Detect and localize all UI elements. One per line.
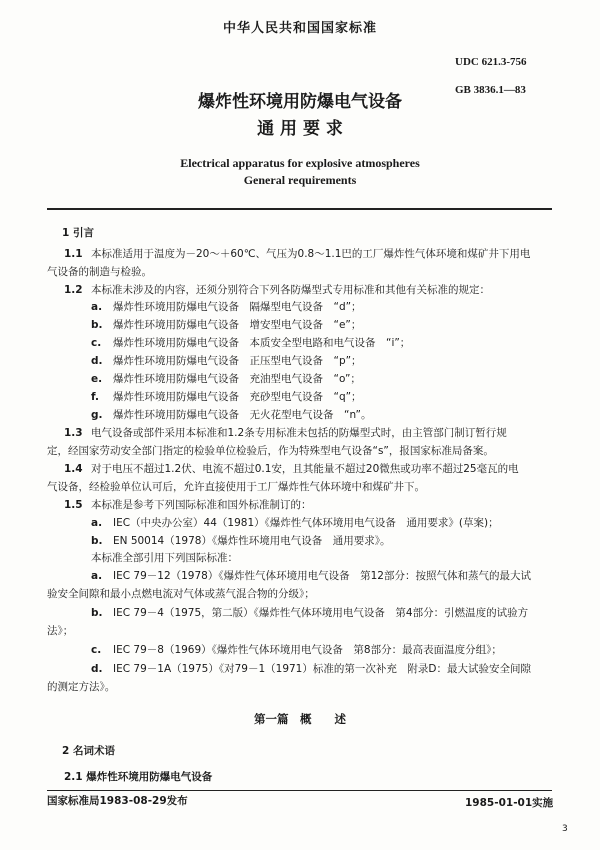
list-item-text: 爆炸性环境用防爆电气设备 增安型电气设备 “e”； <box>113 319 362 331</box>
reference-text: IEC（中央办公室）44（1981）《爆炸性气体环境用电气设备 通用要求》(草案)； <box>113 517 499 529</box>
list-letter: e. <box>91 373 103 385</box>
clause-text: 对于电压不超过1.2伏、电流不超过0.1安，且其能量不超过20微焦或功率不超过25毫瓦的电 <box>91 463 519 475</box>
citation-text: IEC 79－8（1969）《爆炸性气体环境用电气设备 第8部分：最高表面温度分组》； <box>113 644 502 656</box>
list-letter: b. <box>91 535 103 547</box>
page-number: 3 <box>562 824 568 834</box>
clause-text: 本标准未涉及的内容，还须分别符合下列各防爆型式专用标准和其他有关标准的规定： <box>91 284 490 296</box>
clause-text: 定，经国家劳动安全部门指定的检验单位检验后，作为特殊型电气设备“s”，报国家标准局备案。 <box>47 445 494 457</box>
clause-number: 1.1 <box>64 248 83 260</box>
clause-2-1-heading: 2.1 爆炸性环境用防爆电气设备 <box>64 771 213 783</box>
citation-text: IEC 79－1A（1975）《对79－1（1971）标准的第一次补充 附录D：最大试验安全间隙 <box>113 663 531 675</box>
list-item <box>91 354 362 368</box>
clause-text: 气设备，经检验单位认可后，允许直接使用于工厂爆炸性气体环境中和煤矿井下。 <box>47 481 425 493</box>
list-letter: a. <box>91 570 103 582</box>
citation-text: IEC 79－4（1975，第二版）《爆炸性气体环境用电气设备 第4部分：引燃温度的试验方 <box>113 607 529 619</box>
reference-text: EN 50014（1978）《爆炸性环境用电气设备 通用要求》。 <box>113 535 391 547</box>
list-letter: g. <box>91 409 103 421</box>
list-letter: b. <box>91 607 103 619</box>
list-letter: a. <box>91 301 103 313</box>
section-1-heading: 1 引言 <box>62 227 94 239</box>
list-item-text: 爆炸性环境用防爆电气设备 无火花型电气设备 “n”。 <box>113 409 372 421</box>
clause-number: 1.5 <box>64 499 83 511</box>
english-subtitle: General requirements <box>243 173 357 187</box>
list-item-text: 爆炸性环境用防爆电气设备 隔爆型电气设备 “d”； <box>113 301 362 313</box>
list-item <box>91 390 362 404</box>
list-item <box>91 372 361 386</box>
list-letter: d. <box>91 355 103 367</box>
list-item <box>91 336 410 350</box>
citation-text: 验安全间隙和最小点燃电流对气体或蒸气混合物的分级》； <box>47 588 315 600</box>
effective-date: 1985-01-01实施 <box>465 797 554 809</box>
list-letter: c. <box>91 644 102 656</box>
citation-intro: 本标准全部引用下列国际标准： <box>91 552 238 564</box>
national-standard-label: 中华人民共和国国家标准 <box>222 21 377 36</box>
clause-text: 气设备的制造与检验。 <box>47 266 152 278</box>
document-title: 爆炸性环境用防爆电气设备 <box>198 92 402 112</box>
citation-text: 法》； <box>47 625 74 637</box>
part-title: 第一篇 概 述 <box>254 712 346 726</box>
list-letter: f. <box>91 391 99 403</box>
list-item <box>91 300 362 314</box>
header-rule <box>47 208 552 210</box>
list-item-text: 爆炸性环境用防爆电气设备 正压型电气设备 “p”； <box>113 355 362 367</box>
list-item <box>91 408 371 422</box>
citation-text: IEC 79－12（1978）《爆炸性气体环境用电气设备 第12部分：按照气体和蒸气的最大试 <box>113 570 531 582</box>
list-letter: a. <box>91 517 103 529</box>
list-item-text: 爆炸性环境用防爆电气设备 充油型电气设备 “o”； <box>113 373 361 385</box>
udc-code: UDC 621.3-756 <box>455 56 527 68</box>
clause-number: 1.2 <box>64 284 83 296</box>
list-item-text: 爆炸性环境用防爆电气设备 本质安全型电路和电气设备 “i”； <box>113 337 411 349</box>
citation-text: 的测定方法》。 <box>47 681 116 693</box>
list-item-text: 爆炸性环境用防爆电气设备 充砂型电气设备 “q”； <box>113 391 362 403</box>
document-subtitle: 通 用 要 求 <box>257 119 343 139</box>
clause-number: 1.3 <box>64 427 83 439</box>
issue-date: 国家标准局1983-08-29发布 <box>47 795 188 807</box>
gb-code: GB 3836.1—83 <box>455 84 526 96</box>
section-2-heading: 2 名词术语 <box>62 745 115 757</box>
clause-text: 电气设备或部件采用本标准和1.2条专用标准未包括的防爆型式时，由主管部门制订暂行规 <box>91 427 507 439</box>
footer-rule <box>47 790 552 791</box>
list-letter: b. <box>91 319 103 331</box>
list-item <box>91 318 361 332</box>
clause-text: 本标准是参考下列国际标准和国外标准制订的： <box>91 499 312 511</box>
clause-text: 本标准适用于温度为－20～＋60℃、气压为0.8～1.1巴的工厂爆炸性气体环境和煤矿井下用电 <box>91 248 531 260</box>
list-letter: c. <box>91 337 102 349</box>
english-title: Electrical apparatus for explosive atmospheres <box>180 156 420 170</box>
list-letter: d. <box>91 663 103 675</box>
clause-number: 1.4 <box>64 463 83 475</box>
